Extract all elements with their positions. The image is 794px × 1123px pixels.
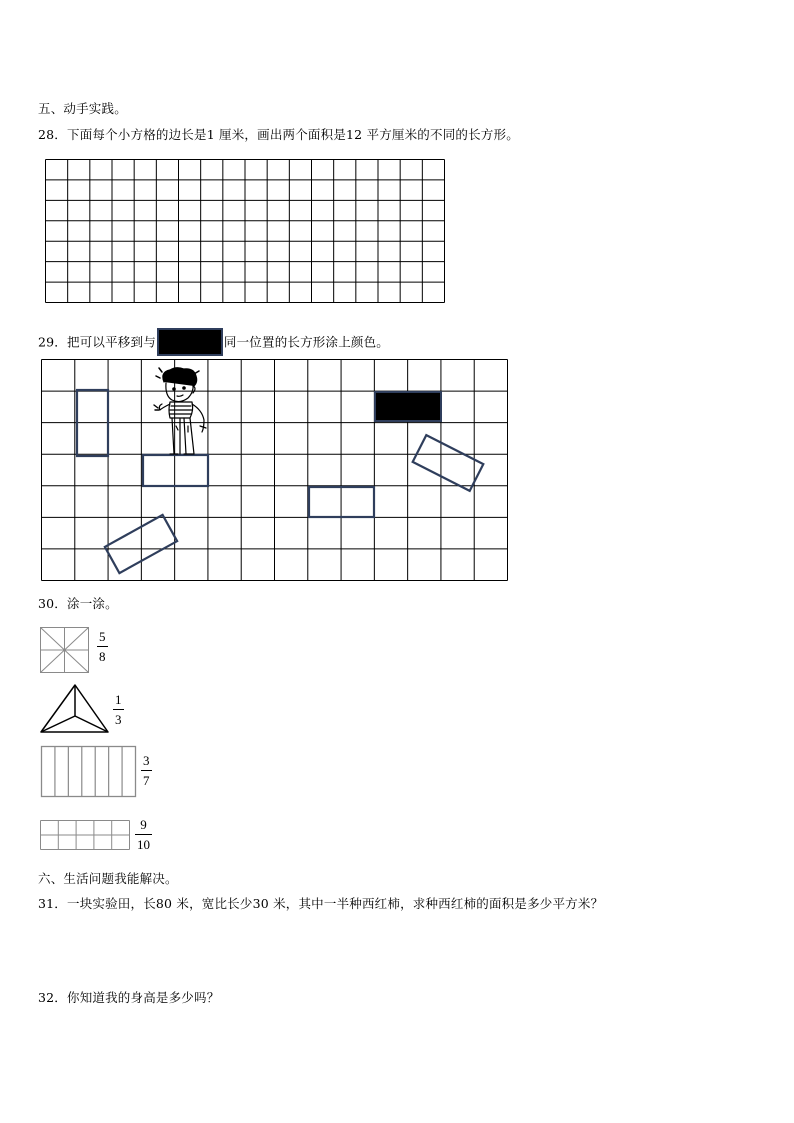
rectangle-tenths-shape[interactable] <box>40 820 130 850</box>
question-29-suffix: 同一位置的长方形涂上颜色。 <box>223 334 390 350</box>
question-28: 28．下面每个小方格的边长是1 厘米，画出两个面积是12 平方厘米的不同的长方形。 <box>38 127 519 142</box>
question-29-prefix: 29．把可以平移到与 <box>38 334 156 350</box>
fraction-denominator: 3 <box>115 712 122 727</box>
shape-outline <box>42 747 136 797</box>
rectangle-sevenths-shape[interactable] <box>41 746 137 798</box>
fraction-numerator: 3 <box>143 753 150 768</box>
fraction-denominator: 7 <box>143 773 150 788</box>
fraction-3-7 <box>141 754 152 787</box>
question-32: 32．你知道我的身高是多少吗？ <box>38 990 220 1005</box>
question-30: 30．涂一涂。 <box>38 596 118 611</box>
section-heading-6: 六、生活问题我能解决。 <box>38 871 178 886</box>
fraction-denominator: 8 <box>99 649 106 664</box>
fraction-numerator: 1 <box>115 692 122 707</box>
triangle-thirds-shape[interactable] <box>40 684 110 734</box>
section-heading-5: 五、动手实践。 <box>38 101 127 116</box>
question-29 <box>38 329 389 357</box>
fraction-denominator: 10 <box>137 837 150 852</box>
fraction-5-8 <box>97 630 108 663</box>
question-31: 31．一块实验田，长80 米，宽比长少30 米，其中一半种西红柿，求种西红柿的面积是多少平方米？ <box>38 896 604 911</box>
fraction-numerator: 9 <box>140 817 147 832</box>
grid-28[interactable] <box>45 159 445 303</box>
fraction-numerator: 5 <box>99 629 106 644</box>
target-rectangle-inline <box>157 328 223 356</box>
rectangle-tilted-left[interactable] <box>41 359 508 581</box>
fraction-9-10 <box>135 818 152 851</box>
square-eighths-shape[interactable] <box>40 627 90 674</box>
fraction-1-3 <box>113 693 124 726</box>
boy-illustration <box>150 366 220 458</box>
